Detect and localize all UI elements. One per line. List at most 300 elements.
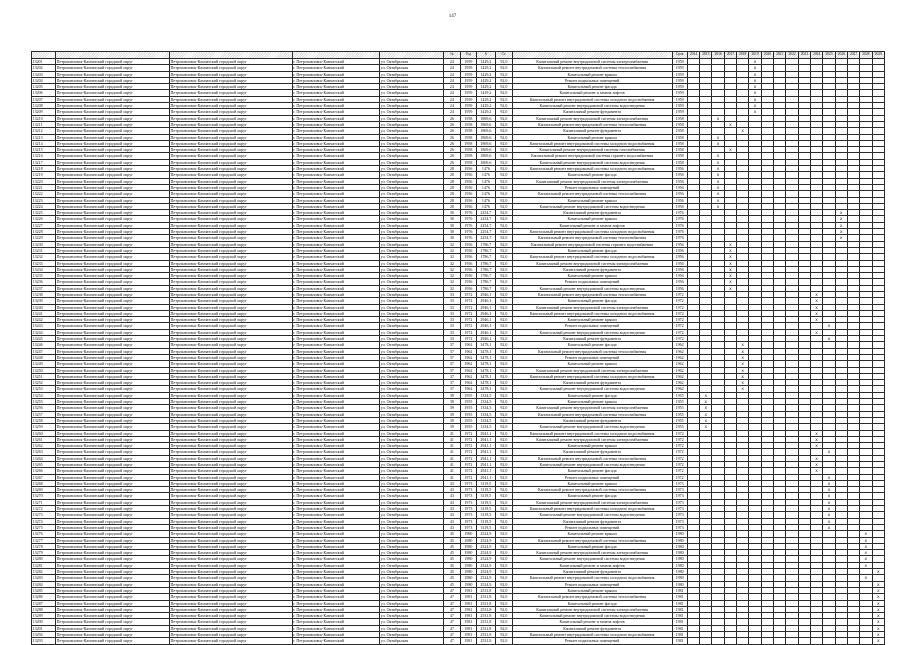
locality-cell: г. Петропавловск-Камчатский: [292, 254, 380, 260]
work-type-cell: Капитальный ремонт крыши: [512, 361, 672, 367]
row-id-cell: 13287: [32, 600, 56, 606]
schedule-empty-cell: [700, 638, 712, 644]
build-year-cell: 1962: [461, 386, 476, 392]
row-id-cell: 13269: [32, 487, 56, 493]
wear-cell: 92,0: [496, 619, 512, 625]
wear-cell: 92,0: [496, 487, 512, 493]
municipality-cell: Петропавловск-Камчатский городской округ: [56, 405, 170, 411]
settlement-cell: Петропавловск-Камчатский городской округ: [169, 436, 292, 442]
row-id-cell: 13226: [32, 216, 56, 222]
area-cell: 1869,6: [476, 115, 496, 121]
wear-cell: 92,0: [496, 575, 512, 581]
municipality-cell: Петропавловск-Камчатский городской округ: [56, 569, 170, 575]
header-cell: [292, 52, 380, 59]
schedule-mark-cell: X: [810, 310, 822, 316]
row-id-cell: 13277: [32, 537, 56, 543]
schedule-mark-cell: X: [724, 247, 736, 253]
period-cell: 1959: [672, 96, 687, 102]
wear-cell: 92,0: [496, 613, 512, 619]
locality-cell: г. Петропавловск-Камчатский: [292, 606, 380, 612]
locality-cell: г. Петропавловск-Камчатский: [292, 524, 380, 530]
schedule-mark-cell: X: [724, 254, 736, 260]
wear-cell: 92,0: [496, 298, 512, 304]
schedule-mark-cell: X: [724, 285, 736, 291]
header-cell: 2016: [712, 52, 724, 59]
page-number: 147: [448, 14, 457, 19]
area-cell: 1869,6: [476, 153, 496, 159]
work-type-cell: Капитальный ремонт внутридомовой системы водоотведения: [512, 159, 672, 165]
municipality-cell: Петропавловск-Камчатский городской округ: [56, 575, 170, 581]
period-cell: 1959: [672, 84, 687, 90]
locality-cell: г. Петропавловск-Камчатский: [292, 310, 380, 316]
build-year-cell: 1958: [461, 159, 476, 165]
row-id-cell: 13215: [32, 147, 56, 153]
build-year-cell: 1972: [461, 323, 476, 329]
period-cell: 1980: [672, 556, 687, 562]
period-cell: 1976: [672, 216, 687, 222]
settlement-cell: Петропавловск-Камчатский городской округ: [169, 260, 292, 266]
municipality-cell: Петропавловск-Камчатский городской округ: [56, 524, 170, 530]
area-cell: 2531,8: [476, 613, 496, 619]
wear-cell: 92,0: [496, 266, 512, 272]
locality-cell: г. Петропавловск-Камчатский: [292, 361, 380, 367]
house-number-cell: 26: [443, 134, 461, 140]
area-cell: 2941,1: [476, 430, 496, 436]
settlement-cell: Петропавловск-Камчатский городской округ: [169, 474, 292, 480]
row-id-cell: 13289: [32, 613, 56, 619]
schedule-mark-cell: X: [737, 361, 749, 367]
build-year-cell: 1962: [461, 380, 476, 386]
schedule-mark-cell: X: [872, 632, 884, 638]
area-cell: 2946,1: [476, 317, 496, 323]
build-year-cell: 1972: [461, 436, 476, 442]
work-type-cell: Капитальный ремонт внутридомовой системы холодного водоснабжения: [512, 140, 672, 146]
period-cell: 1980: [672, 531, 687, 537]
wear-cell: 92,0: [496, 625, 512, 631]
municipality-cell: Петропавловск-Камчатский городской округ: [56, 140, 170, 146]
street-cell: ул. Октябрьская: [380, 329, 444, 335]
street-cell: ул. Октябрьская: [380, 537, 444, 543]
schedule-mark-cell: X: [860, 550, 872, 556]
street-cell: ул. Октябрьская: [380, 399, 444, 405]
work-type-cell: Капитальный ремонт крыши: [512, 216, 672, 222]
street-cell: ул. Октябрьская: [380, 348, 444, 354]
street-cell: ул. Октябрьская: [380, 210, 444, 216]
row-id-cell: 13239: [32, 298, 56, 304]
area-cell: 3478,1: [476, 361, 496, 367]
build-year-cell: 1959: [461, 71, 476, 77]
area-cell: 2254,7: [476, 235, 496, 241]
work-type-cell: Капитальный ремонт фундамента: [512, 266, 672, 272]
row-id-cell: 13250: [32, 367, 56, 373]
wear-cell: 92,0: [496, 462, 512, 468]
area-cell: 1476: [476, 191, 496, 197]
period-cell: 1980: [672, 569, 687, 575]
build-year-cell: 1972: [461, 449, 476, 455]
street-cell: ул. Октябрьская: [380, 147, 444, 153]
area-cell: 2524,9: [476, 537, 496, 543]
row-id-cell: 13235: [32, 273, 56, 279]
wear-cell: 92,0: [496, 430, 512, 436]
schedule-mark-cell: X: [823, 487, 835, 493]
house-number-cell: 41: [443, 474, 461, 480]
locality-cell: г. Петропавловск-Камчатский: [292, 115, 380, 121]
wear-cell: 92,0: [496, 166, 512, 172]
street-cell: ул. Октябрьская: [380, 455, 444, 461]
wear-cell: 92,0: [496, 65, 512, 71]
settlement-cell: Петропавловск-Камчатский городской округ: [169, 134, 292, 140]
locality-cell: г. Петропавловск-Камчатский: [292, 184, 380, 190]
municipality-cell: Петропавловск-Камчатский городской округ: [56, 109, 170, 115]
area-cell: 1476: [476, 197, 496, 203]
area-cell: 1334,5: [476, 417, 496, 423]
locality-cell: г. Петропавловск-Камчатский: [292, 443, 380, 449]
house-number-cell: 39: [443, 392, 461, 398]
wear-cell: 92,0: [496, 606, 512, 612]
settlement-cell: Петропавловск-Камчатский городской округ: [169, 59, 292, 65]
house-number-cell: 37: [443, 348, 461, 354]
work-type-cell: Капитальный ремонт фасада: [512, 84, 672, 90]
area-cell: 1476: [476, 178, 496, 184]
build-year-cell: 1958: [461, 121, 476, 127]
area-cell: 1429,2: [476, 71, 496, 77]
settlement-cell: Петропавловск-Камчатский городской округ: [169, 222, 292, 228]
header-cell: 2021: [774, 52, 786, 59]
registry-table: [31, 51, 885, 645]
schedule-mark-cell: X: [724, 241, 736, 247]
period-cell: 1956: [672, 260, 687, 266]
wear-cell: 92,0: [496, 569, 512, 575]
house-number-cell: 47: [443, 594, 461, 600]
period-cell: 1958: [672, 128, 687, 134]
locality-cell: г. Петропавловск-Камчатский: [292, 462, 380, 468]
house-number-cell: 28: [443, 197, 461, 203]
municipality-cell: Петропавловск-Камчатский городской округ: [56, 285, 170, 291]
locality-cell: г. Петропавловск-Камчатский: [292, 600, 380, 606]
municipality-cell: Петропавловск-Камчатский городской округ: [56, 632, 170, 638]
area-cell: 1429,2: [476, 109, 496, 115]
work-type-cell: Капитальный ремонт внутридомовой системы теплоснабжения: [512, 455, 672, 461]
area-cell: 1786,7: [476, 260, 496, 266]
work-type-cell: Капитальный ремонт внутридомовой системы водоотведения: [512, 512, 672, 518]
wear-cell: 92,0: [496, 392, 512, 398]
row-id-cell: 13243: [32, 323, 56, 329]
wear-cell: 92,0: [496, 518, 512, 524]
build-year-cell: 1972: [461, 310, 476, 316]
municipality-cell: Петропавловск-Камчатский городской округ: [56, 424, 170, 430]
header-cell: №: [443, 52, 461, 59]
build-year-cell: 1981: [461, 625, 476, 631]
area-cell: 3478,1: [476, 348, 496, 354]
wear-cell: 92,0: [496, 121, 512, 127]
build-year-cell: 1972: [461, 317, 476, 323]
period-cell: 1962: [672, 348, 687, 354]
municipality-cell: Петропавловск-Камчатский городской округ: [56, 159, 170, 165]
municipality-cell: Петропавловск-Камчатский городской округ: [56, 235, 170, 241]
build-year-cell: 1976: [461, 235, 476, 241]
wear-cell: 92,0: [496, 455, 512, 461]
municipality-cell: Петропавловск-Камчатский городской округ: [56, 222, 170, 228]
locality-cell: г. Петропавловск-Камчатский: [292, 367, 380, 373]
period-cell: 1962: [672, 386, 687, 392]
work-type-cell: Ремонт подвальных помещений: [512, 524, 672, 530]
schedule-mark-cell: X: [835, 216, 847, 222]
work-type-cell: Капитальный ремонт внутридомовой системы водоотведения: [512, 386, 672, 392]
street-cell: ул. Октябрьская: [380, 367, 444, 373]
schedule-empty-cell: [847, 638, 859, 644]
settlement-cell: Петропавловск-Камчатский городской округ: [169, 443, 292, 449]
work-type-cell: Капитальный ремонт крыши: [512, 273, 672, 279]
area-cell: 2531,8: [476, 619, 496, 625]
schedule-mark-cell: X: [810, 462, 822, 468]
build-year-cell: 1962: [461, 354, 476, 360]
wear-cell: 92,0: [496, 241, 512, 247]
locality-cell: г. Петропавловск-Камчатский: [292, 266, 380, 272]
settlement-cell: Петропавловск-Камчатский городской округ: [169, 512, 292, 518]
street-cell: ул. Октябрьская: [380, 417, 444, 423]
street-cell: ул. Октябрьская: [380, 386, 444, 392]
area-cell: 1334,5: [476, 392, 496, 398]
work-type-cell: Капитальный ремонт внутридомовой системы водоотведения: [512, 556, 672, 562]
header-cell: 2023: [798, 52, 810, 59]
municipality-cell: Петропавловск-Камчатский городской округ: [56, 90, 170, 96]
build-year-cell: 1958: [461, 128, 476, 134]
row-id-cell: 13231: [32, 247, 56, 253]
house-number-cell: 47: [443, 587, 461, 593]
schedule-mark-cell: X: [810, 317, 822, 323]
house-number-cell: 39: [443, 411, 461, 417]
period-cell: 1956: [672, 203, 687, 209]
street-cell: ул. Октябрьская: [380, 172, 444, 178]
municipality-cell: Петропавловск-Камчатский городской округ: [56, 638, 170, 644]
schedule-mark-cell: X: [700, 392, 712, 398]
settlement-cell: Петропавловск-Камчатский городской округ: [169, 430, 292, 436]
work-type-cell: Капитальный ремонт внутридомовой системы теплоснабжения: [512, 537, 672, 543]
locality-cell: г. Петропавловск-Камчатский: [292, 336, 380, 342]
settlement-cell: Петропавловск-Камчатский городской округ: [169, 90, 292, 96]
area-cell: 2946,1: [476, 291, 496, 297]
build-year-cell: 1980: [461, 569, 476, 575]
area-cell: 2524,9: [476, 531, 496, 537]
wear-cell: 92,0: [496, 399, 512, 405]
row-id-cell: 13240: [32, 304, 56, 310]
build-year-cell: 1956: [461, 273, 476, 279]
schedule-mark-cell: X: [872, 606, 884, 612]
street-cell: ул. Октябрьская: [380, 229, 444, 235]
work-type-cell: Ремонт подвальных помещений: [512, 474, 672, 480]
schedule-mark-cell: X: [872, 613, 884, 619]
settlement-cell: Петропавловск-Камчатский городской округ: [169, 317, 292, 323]
work-type-cell: Капитальный ремонт внутридомовой системы холодного водоснабжения: [512, 632, 672, 638]
house-number-cell: 28: [443, 178, 461, 184]
period-cell: 1956: [672, 191, 687, 197]
wear-cell: 92,0: [496, 443, 512, 449]
table-body: [32, 59, 885, 645]
settlement-cell: Петропавловск-Камчатский городской округ: [169, 462, 292, 468]
municipality-cell: Петропавловск-Камчатский городской округ: [56, 399, 170, 405]
wear-cell: 92,0: [496, 254, 512, 260]
municipality-cell: Петропавловск-Камчатский городской округ: [56, 531, 170, 537]
municipality-cell: Петропавловск-Камчатский городской округ: [56, 480, 170, 486]
row-id-cell: 13242: [32, 317, 56, 323]
municipality-cell: Петропавловск-Камчатский городской округ: [56, 247, 170, 253]
row-id-cell: 13283: [32, 575, 56, 581]
work-type-cell: Капитальный ремонт внутридомовой системы холодного водоснабжения: [512, 229, 672, 235]
build-year-cell: 1981: [461, 619, 476, 625]
row-id-cell: 13268: [32, 480, 56, 486]
area-cell: 3478,1: [476, 367, 496, 373]
row-id-cell: 13211: [32, 121, 56, 127]
wear-cell: 92,0: [496, 178, 512, 184]
work-type-cell: Капитальный ремонт внутридомовой системы холодного водоснабжения: [512, 575, 672, 581]
settlement-cell: Петропавловск-Камчатский городской округ: [169, 273, 292, 279]
row-id-cell: 13267: [32, 474, 56, 480]
house-number-cell: 26: [443, 128, 461, 134]
street-cell: ул. Октябрьская: [380, 543, 444, 549]
municipality-cell: Петропавловск-Камчатский городской округ: [56, 254, 170, 260]
house-number-cell: 28: [443, 191, 461, 197]
build-year-cell: 1980: [461, 581, 476, 587]
wear-cell: 92,0: [496, 380, 512, 386]
header-cell: 2014: [687, 52, 699, 59]
row-id-cell: 13284: [32, 581, 56, 587]
build-year-cell: 1972: [461, 430, 476, 436]
work-type-cell: Капитальный ремонт фасада: [512, 468, 672, 474]
period-cell: 1972: [672, 455, 687, 461]
house-number-cell: 41: [443, 430, 461, 436]
row-id-cell: 13228: [32, 229, 56, 235]
street-cell: ул. Октябрьская: [380, 632, 444, 638]
work-type-cell: Капитальный ремонт крыши: [512, 71, 672, 77]
row-id-cell: 13203: [32, 71, 56, 77]
schedule-mark-cell: X: [860, 537, 872, 543]
area-cell: 1429,2: [476, 103, 496, 109]
settlement-cell: Петропавловск-Камчатский городской округ: [169, 279, 292, 285]
schedule-mark-cell: X: [810, 291, 822, 297]
area-cell: 1429,2: [476, 84, 496, 90]
area-cell: 3119,5: [476, 518, 496, 524]
locality-cell: г. Петропавловск-Камчатский: [292, 531, 380, 537]
period-cell: 1981: [672, 625, 687, 631]
settlement-cell: Петропавловск-Камчатский городской округ: [169, 518, 292, 524]
build-year-cell: 1980: [461, 531, 476, 537]
area-cell: 2531,8: [476, 587, 496, 593]
municipality-cell: Петропавловск-Камчатский городской округ: [56, 348, 170, 354]
work-type-cell: Капитальный ремонт внутридомовой системы теплоснабжения: [512, 121, 672, 127]
locality-cell: г. Петропавловск-Камчатский: [292, 260, 380, 266]
house-number-cell: 47: [443, 600, 461, 606]
municipality-cell: Петропавловск-Камчатский городской округ: [56, 373, 170, 379]
house-number-cell: 47: [443, 619, 461, 625]
row-id-cell: 13255: [32, 399, 56, 405]
house-number-cell: 33: [443, 304, 461, 310]
schedule-mark-cell: X: [835, 222, 847, 228]
municipality-cell: Петропавловск-Камчатский городской округ: [56, 229, 170, 235]
row-id-cell: 13230: [32, 241, 56, 247]
period-cell: 1976: [672, 222, 687, 228]
settlement-cell: Петропавловск-Камчатский городской округ: [169, 84, 292, 90]
street-cell: ул. Октябрьская: [380, 134, 444, 140]
period-cell: 1955: [672, 411, 687, 417]
period-cell: 1972: [672, 329, 687, 335]
header-cell: S: [476, 52, 496, 59]
house-number-cell: 43: [443, 518, 461, 524]
house-number-cell: 28: [443, 172, 461, 178]
row-id-cell: 13264: [32, 455, 56, 461]
wear-cell: 92,0: [496, 84, 512, 90]
row-id-cell: 13241: [32, 310, 56, 316]
schedule-mark-cell: X: [712, 184, 724, 190]
area-cell: 2254,7: [476, 222, 496, 228]
schedule-empty-cell: [774, 638, 786, 644]
street-cell: ул. Октябрьская: [380, 197, 444, 203]
work-type-cell: Капитальный ремонт фундамента: [512, 109, 672, 115]
period-cell: 1972: [672, 336, 687, 342]
schedule-mark-cell: X: [700, 399, 712, 405]
house-number-cell: 32: [443, 273, 461, 279]
period-cell: 1959: [672, 90, 687, 96]
settlement-cell: Петропавловск-Камчатский городской округ: [169, 77, 292, 83]
municipality-cell: Петропавловск-Камчатский городской округ: [56, 216, 170, 222]
work-type-cell: Капитальный ремонт фундамента: [512, 569, 672, 575]
row-id-cell: 13286: [32, 594, 56, 600]
settlement-cell: Петропавловск-Камчатский городской округ: [169, 411, 292, 417]
work-type-cell: Ремонт подвальных помещений: [512, 638, 672, 644]
house-number-cell: 33: [443, 317, 461, 323]
street-cell: ул. Октябрьская: [380, 235, 444, 241]
build-year-cell: 1976: [461, 222, 476, 228]
house-number-cell: 30: [443, 222, 461, 228]
house-number-cell: 41: [443, 436, 461, 442]
area-cell: 1869,6: [476, 121, 496, 127]
house-number-cell: 43: [443, 493, 461, 499]
locality-cell: г. Петропавловск-Камчатский: [292, 291, 380, 297]
period-cell: 1972: [672, 468, 687, 474]
schedule-empty-cell: [687, 638, 699, 644]
street-cell: ул. Октябрьская: [380, 449, 444, 455]
row-id-cell: 13282: [32, 569, 56, 575]
schedule-mark-cell: X: [835, 235, 847, 241]
registry-sheet: [31, 51, 885, 645]
work-type-cell: Капитальный ремонт фасада: [512, 392, 672, 398]
schedule-mark-cell: X: [810, 468, 822, 474]
house-number-cell: 26: [443, 147, 461, 153]
municipality-cell: Петропавловск-Камчатский городской округ: [56, 304, 170, 310]
build-year-cell: 1962: [461, 361, 476, 367]
locality-cell: г. Петропавловск-Камчатский: [292, 216, 380, 222]
row-id-cell: 13278: [32, 543, 56, 549]
row-id-cell: 13266: [32, 468, 56, 474]
street-cell: ул. Октябрьская: [380, 619, 444, 625]
locality-cell: г. Петропавловск-Камчатский: [292, 455, 380, 461]
build-year-cell: 1959: [461, 109, 476, 115]
build-year-cell: 1956: [461, 266, 476, 272]
street-cell: ул. Октябрьская: [380, 84, 444, 90]
work-type-cell: Капитальный ремонт внутридомовой системы холодного водоснабжения: [512, 373, 672, 379]
locality-cell: г. Петропавловск-Камчатский: [292, 550, 380, 556]
street-cell: ул. Октябрьская: [380, 323, 444, 329]
row-id-cell: 13253: [32, 386, 56, 392]
period-cell: 1956: [672, 184, 687, 190]
schedule-mark-cell: X: [712, 166, 724, 172]
schedule-mark-cell: X: [749, 103, 761, 109]
build-year-cell: 1956: [461, 203, 476, 209]
area-cell: 1869,6: [476, 128, 496, 134]
settlement-cell: Петропавловск-Камчатский городской округ: [169, 298, 292, 304]
area-cell: 1869,6: [476, 159, 496, 165]
locality-cell: г. Петропавловск-Камчатский: [292, 487, 380, 493]
house-number-cell: 33: [443, 336, 461, 342]
